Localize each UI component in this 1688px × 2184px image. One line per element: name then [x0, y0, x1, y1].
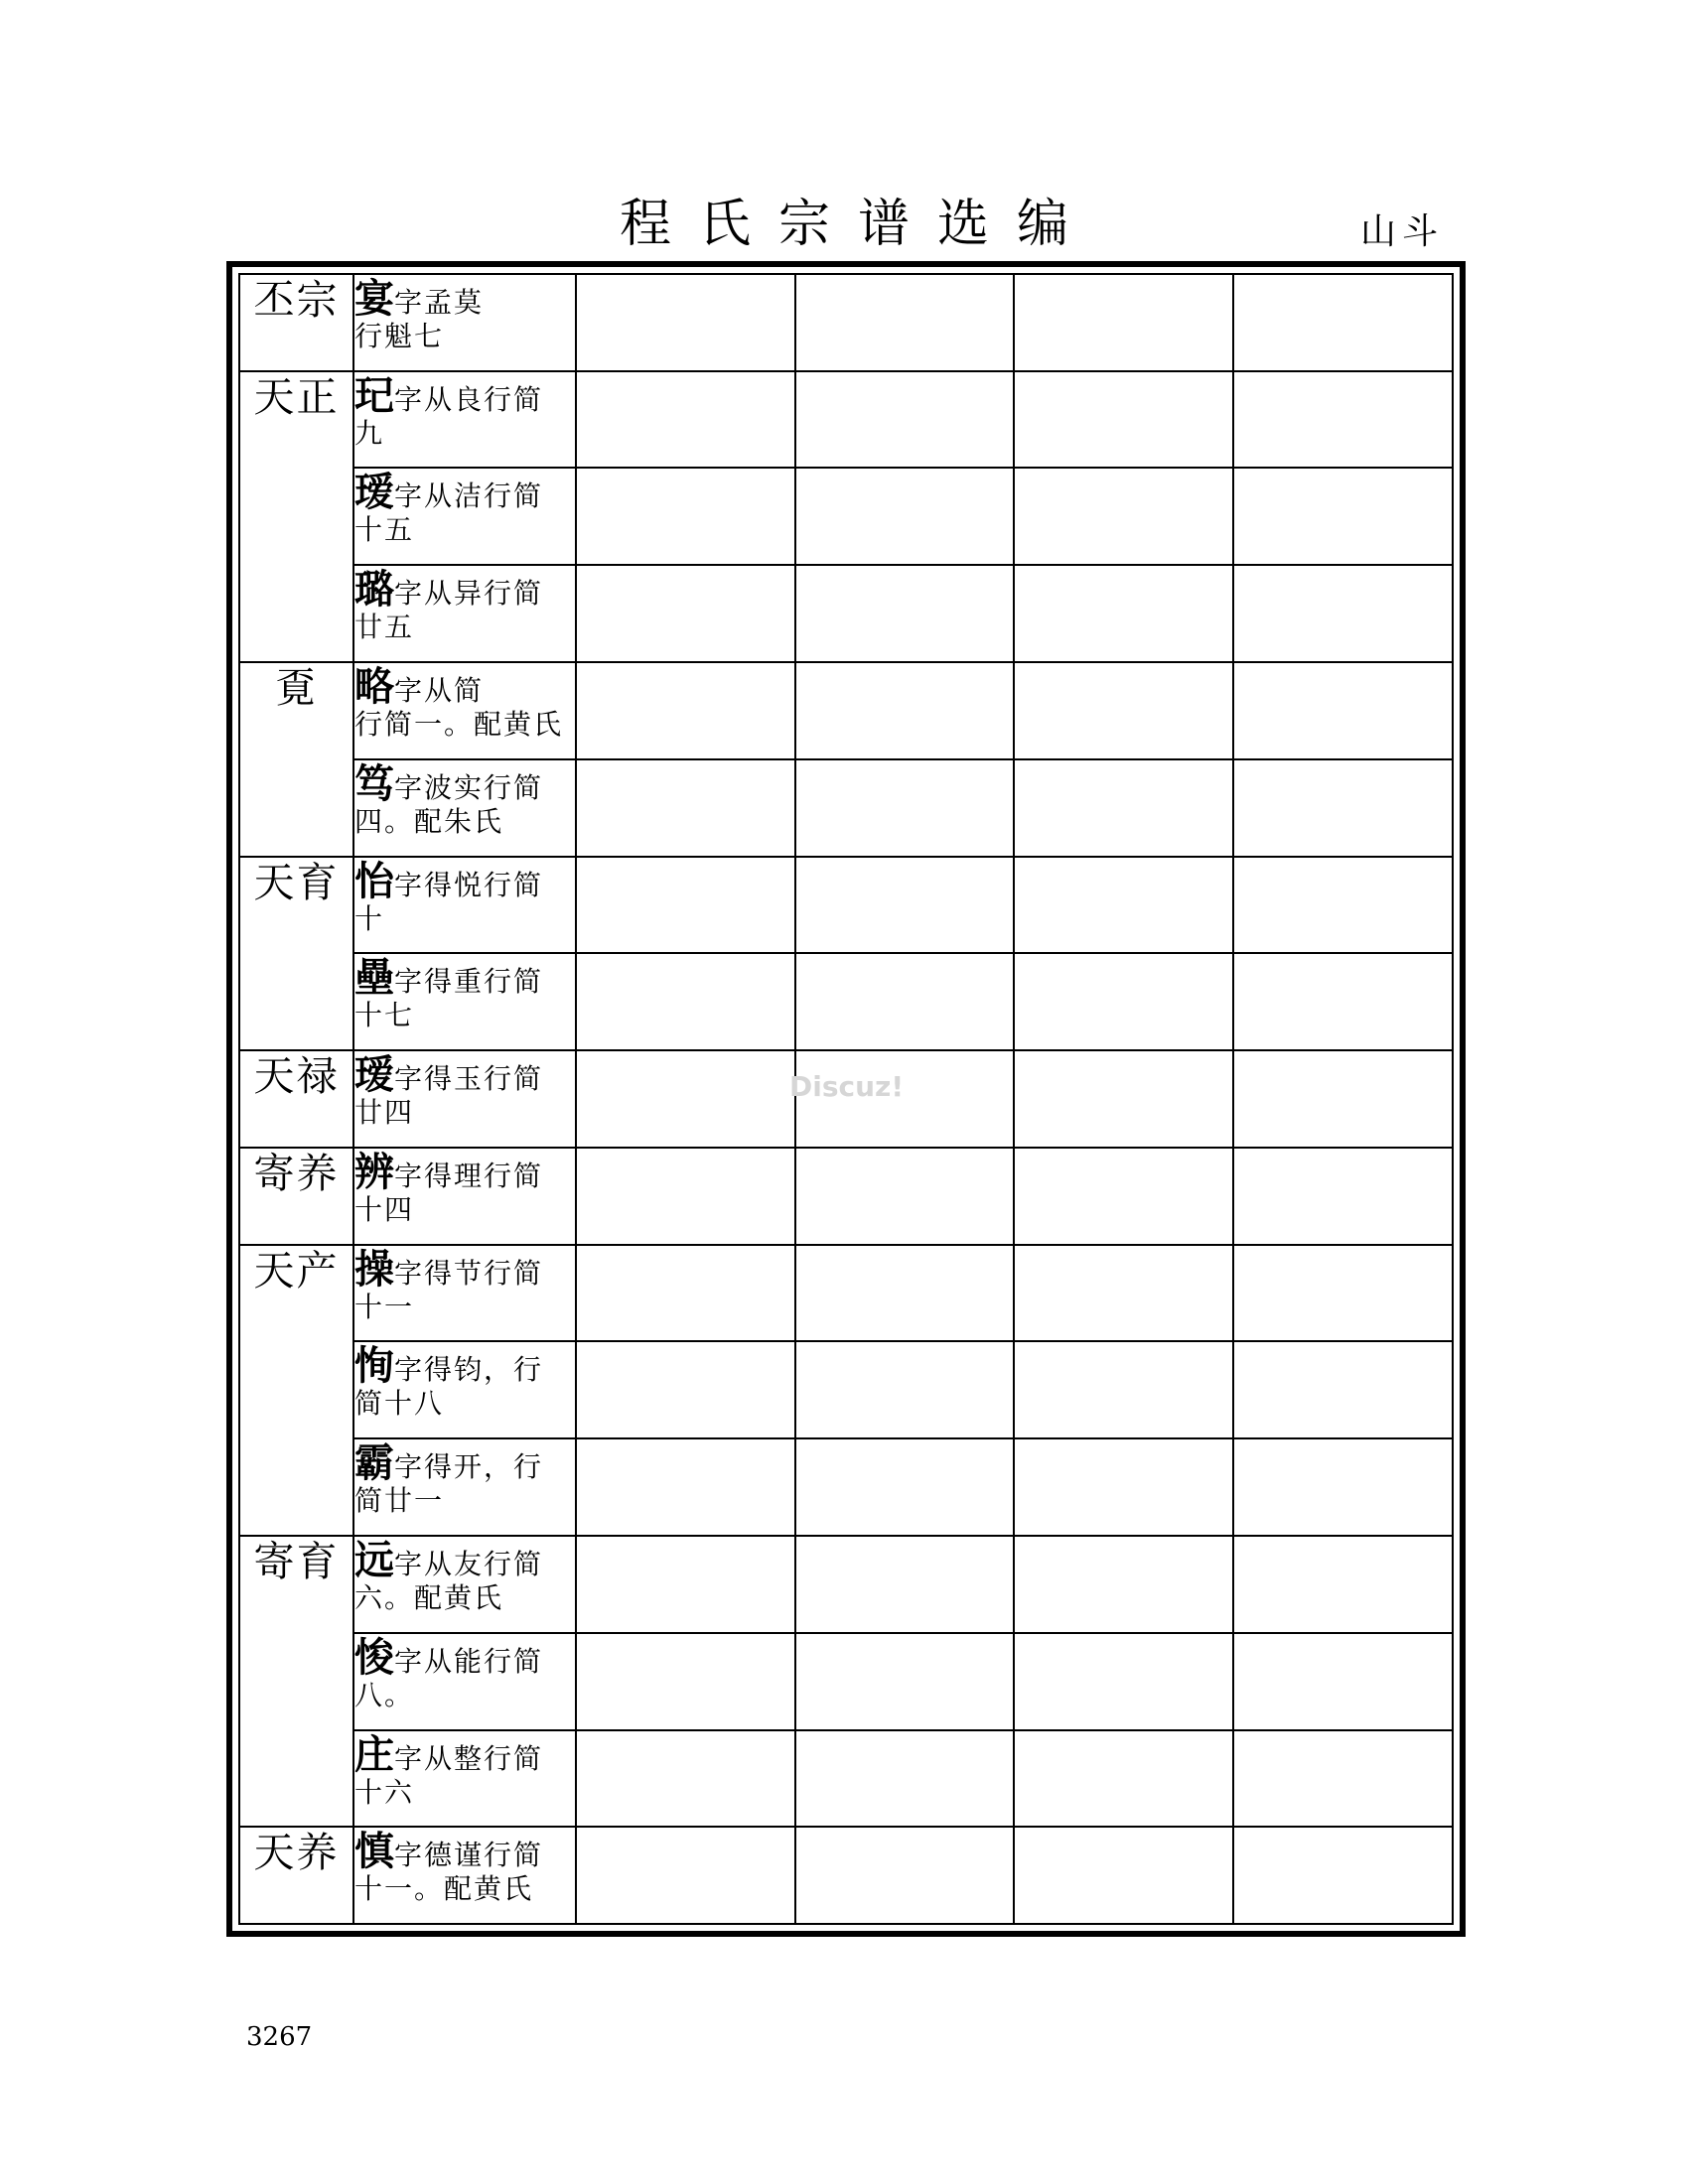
- empty-cell: [1014, 1730, 1233, 1828]
- empty-cell: [576, 857, 795, 954]
- person-desc: 字从简: [394, 673, 485, 707]
- person-desc: 字得悦行简: [394, 868, 544, 901]
- person-cell: [353, 1730, 576, 1828]
- person-desc: 字从整行简: [394, 1741, 544, 1775]
- person-cell: [353, 1438, 576, 1536]
- empty-cell: [1014, 1536, 1233, 1633]
- person-desc: 字得理行简: [394, 1159, 544, 1192]
- empty-cell: [576, 1050, 795, 1148]
- person-desc-cont: 十五: [354, 513, 415, 547]
- parent-cell: 天育: [240, 857, 353, 1051]
- parent-cell: 覔: [240, 662, 353, 857]
- person-name: 远: [354, 1536, 394, 1583]
- table-row: [240, 1536, 1452, 1633]
- empty-cell: [1014, 1050, 1233, 1148]
- empty-cell: [795, 1438, 1015, 1536]
- empty-cell: [1233, 857, 1453, 954]
- person-cell: [353, 1245, 576, 1342]
- person-desc-cont: 九: [354, 416, 385, 450]
- empty-cell: [1233, 662, 1453, 759]
- person-desc-cont: 十七: [354, 999, 415, 1032]
- empty-cell: [1014, 1827, 1233, 1923]
- empty-cell: [576, 1341, 795, 1438]
- empty-cell: [1233, 1438, 1453, 1536]
- empty-cell: [1014, 371, 1233, 469]
- empty-cell: [576, 759, 795, 857]
- person-desc-cont: 行魁七: [354, 320, 445, 352]
- table-row: [240, 565, 1452, 662]
- person-desc-cont: 八。: [354, 1678, 415, 1711]
- person-desc-cont: 十一。配黄氏: [354, 1872, 534, 1906]
- empty-cell: [795, 1148, 1015, 1245]
- empty-cell: [795, 1245, 1015, 1342]
- person-cell: [353, 1536, 576, 1633]
- person-desc: 字得钧，行: [394, 1353, 544, 1387]
- empty-cell: [576, 1245, 795, 1342]
- person-cell: [353, 953, 576, 1050]
- parent-cell: 天养: [240, 1827, 353, 1923]
- person-desc-cont: 四。配朱氏: [354, 804, 504, 838]
- table-row: [240, 1245, 1452, 1342]
- empty-cell: [576, 1536, 795, 1633]
- empty-cell: [576, 1827, 795, 1923]
- table-row: [240, 1730, 1452, 1828]
- empty-cell: [1014, 953, 1233, 1050]
- empty-cell: [1233, 275, 1453, 371]
- person-cell: [353, 1827, 576, 1923]
- person-desc: 字得开，行: [394, 1450, 544, 1484]
- person-name: 壘: [354, 954, 394, 1002]
- person-desc-cont: 十: [354, 901, 385, 935]
- empty-cell: [576, 662, 795, 759]
- empty-cell: [576, 1633, 795, 1730]
- empty-cell: [1233, 1730, 1453, 1828]
- empty-cell: [1014, 662, 1233, 759]
- person-desc-cont: 简廿一: [354, 1484, 445, 1518]
- empty-cell: [1014, 565, 1233, 662]
- person-desc-cont: 六。配黄氏: [354, 1580, 504, 1614]
- page-title: 程氏宗谱选编: [619, 195, 1096, 254]
- person-name: 璐: [354, 566, 394, 614]
- person-cell: [353, 1341, 576, 1438]
- person-cell: [353, 1148, 576, 1245]
- empty-cell: [1014, 1245, 1233, 1342]
- person-cell: [353, 565, 576, 662]
- person-cell: [353, 857, 576, 954]
- person-name: 慎: [354, 1828, 394, 1875]
- empty-cell: [795, 468, 1015, 565]
- empty-cell: [576, 1148, 795, 1245]
- empty-cell: [576, 468, 795, 565]
- person-cell: [353, 759, 576, 857]
- person-desc-cont: 十六: [354, 1775, 415, 1809]
- empty-cell: [1233, 1536, 1453, 1633]
- parent-cell: 寄养: [240, 1148, 353, 1245]
- parent-cell: 天产: [240, 1245, 353, 1536]
- empty-cell: [576, 275, 795, 371]
- empty-cell: [795, 857, 1015, 954]
- person-name: 宴: [354, 275, 394, 322]
- person-desc: 字从能行简: [394, 1644, 544, 1678]
- empty-cell: [1014, 1148, 1233, 1245]
- empty-cell: [795, 371, 1015, 469]
- person-cell: [353, 371, 576, 469]
- table-row: [240, 371, 1452, 469]
- empty-cell: [1233, 371, 1453, 469]
- empty-cell: [576, 565, 795, 662]
- person-name: 辨: [354, 1148, 394, 1195]
- empty-cell: [1014, 759, 1233, 857]
- empty-cell: [1014, 468, 1233, 565]
- person-name: 瑷: [354, 469, 394, 516]
- empty-cell: [1233, 1827, 1453, 1923]
- person-name: 庄: [354, 1730, 394, 1778]
- empty-cell: [576, 1438, 795, 1536]
- watermark: Discuz!: [789, 1070, 905, 1103]
- empty-cell: [1233, 953, 1453, 1050]
- empty-cell: [1014, 275, 1233, 371]
- person-desc-cont: 简十八: [354, 1387, 445, 1421]
- empty-cell: [795, 1730, 1015, 1828]
- table-row: [240, 759, 1452, 857]
- empty-cell: [1233, 565, 1453, 662]
- person-desc: 字得重行简: [394, 965, 544, 999]
- person-name: 操: [354, 1245, 394, 1293]
- empty-cell: [1014, 857, 1233, 954]
- empty-cell: [795, 759, 1015, 857]
- person-desc: 字从良行简: [394, 382, 544, 416]
- empty-cell: [1014, 1341, 1233, 1438]
- empty-cell: [576, 1730, 795, 1828]
- table-row: [240, 1633, 1452, 1730]
- person-desc: 字从友行简: [394, 1547, 544, 1580]
- empty-cell: [1233, 1148, 1453, 1245]
- person-cell: [353, 662, 576, 759]
- person-desc: 字得节行简: [394, 1256, 544, 1290]
- table-row: [240, 953, 1452, 1050]
- empty-cell: [1233, 1050, 1453, 1148]
- person-desc: 字孟莫: [394, 286, 485, 319]
- table-row: [240, 468, 1452, 565]
- page-number: 3267: [246, 2022, 313, 2052]
- empty-cell: [795, 1827, 1015, 1923]
- parent-cell: 丕宗: [240, 275, 353, 371]
- person-desc: 字从洁行简: [394, 479, 544, 513]
- empty-cell: [576, 953, 795, 1050]
- empty-cell: [1014, 1633, 1233, 1730]
- person-desc-cont: 十四: [354, 1192, 415, 1226]
- region-label: 山斗: [1360, 211, 1445, 252]
- empty-cell: [795, 565, 1015, 662]
- empty-cell: [795, 662, 1015, 759]
- empty-cell: [795, 1633, 1015, 1730]
- person-desc: 字从异行简: [394, 577, 544, 611]
- person-desc-cont: 廿五: [354, 611, 415, 644]
- table-row: [240, 662, 1452, 759]
- empty-cell: [795, 275, 1015, 371]
- empty-cell: [795, 1536, 1015, 1633]
- person-desc: 字得玉行简: [394, 1062, 544, 1096]
- empty-cell: [1233, 759, 1453, 857]
- person-name: 霸: [354, 1439, 394, 1487]
- table-row: [240, 857, 1452, 954]
- person-name: 怡: [354, 857, 394, 904]
- table-row: [240, 1827, 1452, 1923]
- empty-cell: [1233, 1633, 1453, 1730]
- empty-cell: [576, 371, 795, 469]
- table-row: [240, 1341, 1452, 1438]
- table-row: [240, 1148, 1452, 1245]
- person-cell: [353, 468, 576, 565]
- person-desc: 字波实行简: [394, 770, 544, 804]
- empty-cell: [795, 1341, 1015, 1438]
- person-name: 玘: [354, 371, 394, 419]
- person-desc-cont: 十一: [354, 1290, 415, 1323]
- parent-cell: 天正: [240, 371, 353, 662]
- person-name: 恂: [354, 1342, 394, 1390]
- table-row: [240, 275, 1452, 371]
- person-desc: 字德谨行简: [394, 1839, 544, 1872]
- empty-cell: [1233, 468, 1453, 565]
- empty-cell: [1014, 1438, 1233, 1536]
- person-desc-cont: 行简一。配黄氏: [354, 707, 564, 741]
- person-name: 笃: [354, 759, 394, 807]
- person-cell: [353, 275, 576, 371]
- parent-cell: 寄育: [240, 1536, 353, 1827]
- table-row: [240, 1438, 1452, 1536]
- empty-cell: [795, 953, 1015, 1050]
- person-name: 略: [354, 662, 394, 710]
- person-cell: [353, 1050, 576, 1148]
- empty-cell: [1233, 1245, 1453, 1342]
- person-desc-cont: 廿四: [354, 1096, 415, 1130]
- person-name: 瑷: [354, 1051, 394, 1099]
- empty-cell: [1233, 1341, 1453, 1438]
- parent-cell: 天禄: [240, 1050, 353, 1148]
- person-cell: [353, 1633, 576, 1730]
- person-name: 悛: [354, 1633, 394, 1681]
